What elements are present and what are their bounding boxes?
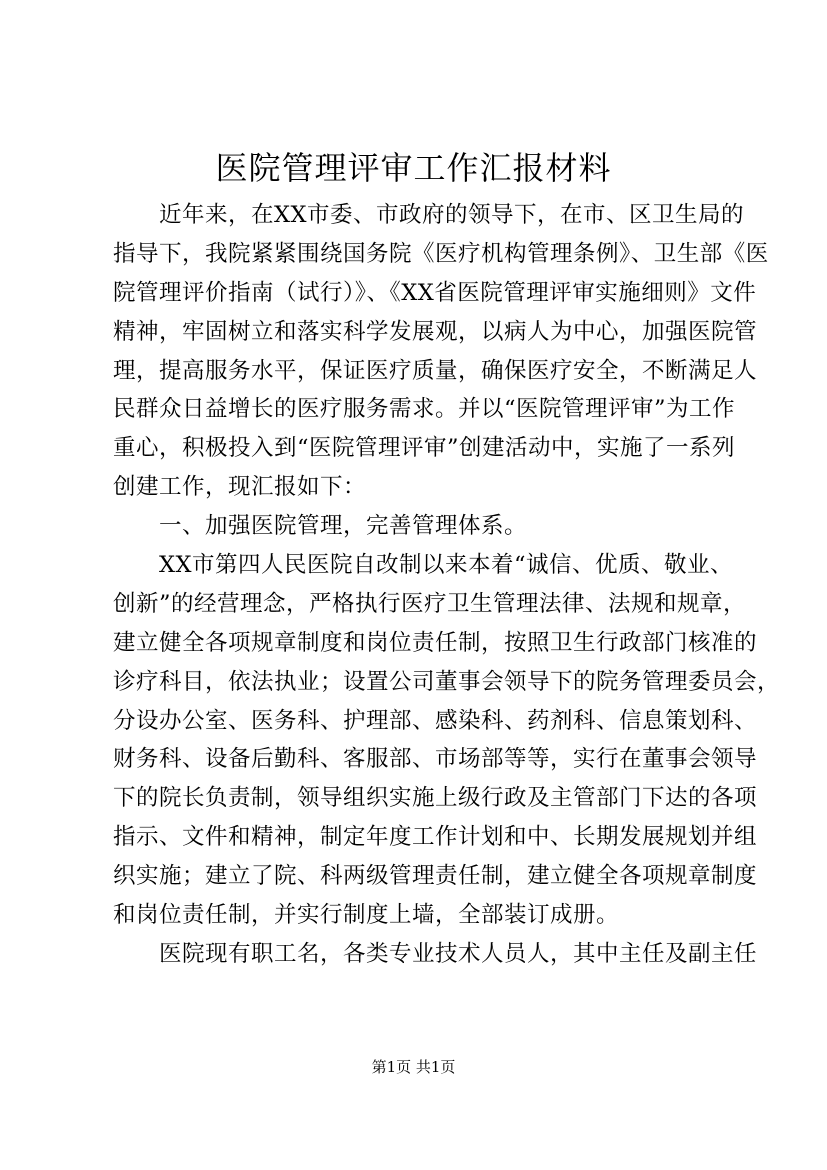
document-body	[113, 196, 781, 974]
section-heading: 一、加强医院管理，完善管理体系。	[113, 513, 528, 540]
body-line: 院管理评价指南（试行）》、《XX省医院管理评审实施细则》文件	[113, 279, 757, 306]
body-line: 精神，牢固树立和落实科学发展观，以病人为中心，加强医院管	[113, 318, 758, 345]
body-line: 重心，积极投入到“医院管理评审”创建活动中，实施了一系列	[113, 435, 736, 462]
body-line: 近年来，在XX市委、市政府的领导下，在市、区卫生局的	[113, 202, 745, 228]
body-line: 分设办公室、医务科、护理部、感染科、药剂科、信息策划科、	[113, 707, 758, 734]
body-line: 指示、文件和精神，制定年度工作计划和中、长期发展规划并组	[113, 824, 758, 851]
body-line: 诊疗科目，依法执业；设置公司董事会领导下的院务管理委员会，	[113, 668, 781, 695]
page-footer: 第1页 共1页	[371, 1058, 456, 1076]
body-line: 织实施；建立了院、科两级管理责任制，建立健全各项规章制度	[113, 863, 758, 890]
body-line: 创新”的经营理念，严格执行医疗卫生管理法律、法规和规章，	[113, 590, 747, 617]
body-line: 理，提高服务水平，保证医疗质量，确保医疗安全，不断满足人	[113, 357, 758, 384]
body-line: 创建工作，现汇报如下：	[113, 474, 367, 501]
body-line: 民群众日益增长的医疗服务需求。并以“医院管理评审”为工作	[113, 396, 736, 423]
body-line: 建立健全各项规章制度和岗位责任制，按照卫生行政部门核准的	[113, 629, 758, 656]
body-line: XX市第四人民医院自改制以来本着“诚信、优质、敬业、	[113, 552, 734, 579]
body-line: 财务科、设备后勤科、客服部、市场部等等，实行在董事会领导	[113, 746, 758, 773]
body-line: 医院现有职工名，各类专业技术人员人，其中主任及副主任	[113, 940, 758, 967]
body-line: 指导下，我院紧紧围绕国务院《医疗机构管理条例》、卫生部《医	[113, 240, 769, 267]
body-line: 下的院长负责制，领导组织实施上级行政及主管部门下达的各项	[113, 785, 758, 812]
document-title: 医院管理评审工作汇报材料	[215, 149, 612, 187]
body-line: 和岗位责任制，并实行制度上墙，全部装订成册。	[113, 902, 620, 929]
